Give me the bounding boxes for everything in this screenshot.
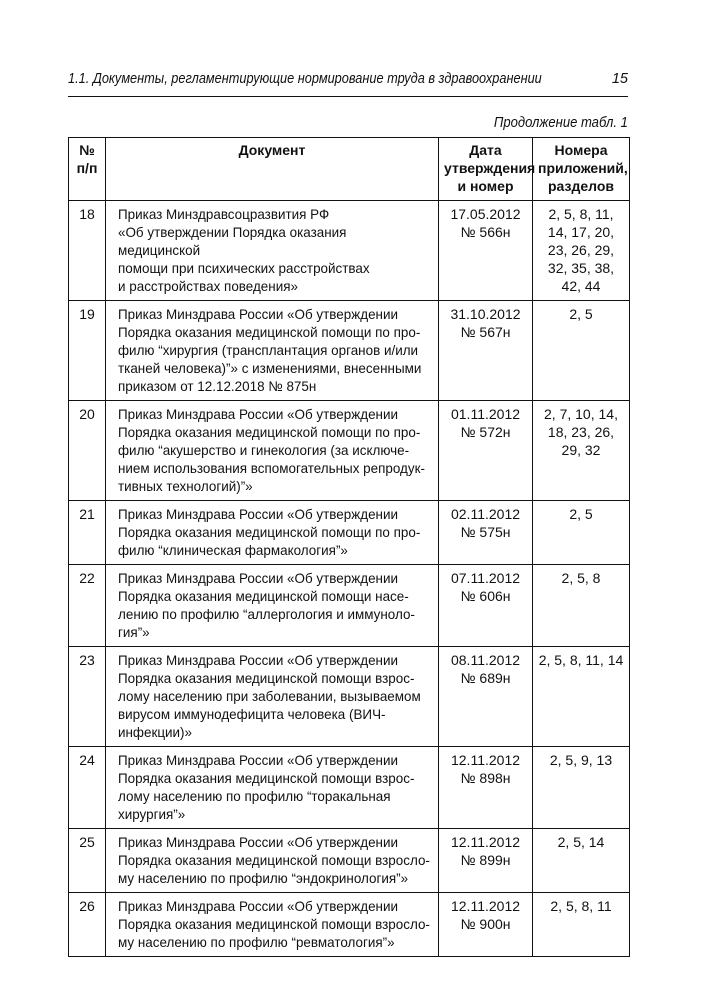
row-appendices: 2, 5 — [533, 501, 630, 565]
table-caption: Продолжение табл. 1 — [494, 115, 628, 131]
row-appendices: 2, 5, 9, 13 — [533, 747, 630, 829]
row-num: 23 — [69, 647, 106, 747]
row-date: 17.05.2012 № 566н — [439, 201, 533, 301]
row-num: 21 — [69, 501, 106, 565]
table-row — [69, 747, 630, 829]
row-appendices: 2, 7, 10, 14, 18, 23, 26, 29, 32 — [533, 401, 630, 501]
header-appendices: Номера приложений, разделов — [533, 138, 630, 201]
table-row — [69, 893, 630, 957]
row-num: 24 — [69, 747, 106, 829]
row-num: 20 — [69, 401, 106, 501]
table-row — [69, 647, 630, 747]
row-appendices: 2, 5, 14 — [533, 829, 630, 893]
header-rule — [68, 96, 628, 97]
row-date: 12.11.2012 № 898н — [439, 747, 533, 829]
row-date: 02.11.2012 № 575н — [439, 501, 533, 565]
table-row — [69, 401, 630, 501]
row-date: 31.10.2012 № 567н — [439, 301, 533, 401]
row-num: 18 — [69, 201, 106, 301]
row-appendices: 2, 5, 8 — [533, 565, 630, 647]
row-document: Приказ Минздрава России «Об утверждении Порядка оказания медицинской помощи взрос- лому населению при заболевании, вызываемом вирусом иммунодефицита человека (ВИЧ- инфекции)» — [106, 647, 439, 747]
header-document: Документ — [106, 138, 439, 201]
row-date: 08.11.2012 № 689н — [439, 647, 533, 747]
table-row — [69, 565, 630, 647]
table-header-row — [69, 138, 630, 201]
row-num: 26 — [69, 893, 106, 957]
row-num: 25 — [69, 829, 106, 893]
row-appendices: 2, 5, 8, 11, 14 — [533, 647, 630, 747]
row-document: Приказ Минздрава России «Об утверждении Порядка оказания медицинской помощи насе- лению по профилю “аллергология и иммуноло- гия”» — [106, 565, 439, 647]
row-appendices: 2, 5, 8, 11, 14, 17, 20, 23, 26, 29, 32, 35, 38, 42, 44 — [533, 201, 630, 301]
row-date: 12.11.2012 № 899н — [439, 829, 533, 893]
row-document: Приказ Минздравсоцразвития РФ «Об утверждении Порядка оказания медицинской помощи при психических расстройствах и расстройствах поведения» — [106, 201, 439, 301]
row-num: 22 — [69, 565, 106, 647]
row-appendices: 2, 5 — [533, 301, 630, 401]
table-row — [69, 501, 630, 565]
running-header — [68, 68, 628, 90]
row-document: Приказ Минздрава России «Об утверждении Порядка оказания медицинской помощи взросло- му населению по профилю “эндокринология”» — [106, 829, 439, 893]
section-title: 1.1. Документы, регламентирующие нормирование труда в здравоохранении — [68, 71, 542, 87]
row-date: 12.11.2012 № 900н — [439, 893, 533, 957]
row-document: Приказ Минздрава России «Об утверждении Порядка оказания медицинской помощи взросло- му населению по профилю “ревматология”» — [106, 893, 439, 957]
header-num: № п/п — [69, 138, 106, 201]
row-date: 01.11.2012 № 572н — [439, 401, 533, 501]
row-document: Приказ Минздрава России «Об утверждении Порядка оказания медицинской помощи по про- филю “хирургия (трансплантация органов и/или тканей человека)”» с изменениями, внесенными приказом от 12.12.2018 № 875н — [106, 301, 439, 401]
page-number: 15 — [611, 71, 628, 87]
row-document: Приказ Минздрава России «Об утверждении Порядка оказания медицинской помощи по про- филю “акушерство и гинекология (за исключе- нием использования вспомогательных репродук- тивных технологий)”» — [106, 401, 439, 501]
table-row — [69, 301, 630, 401]
row-num: 19 — [69, 301, 106, 401]
documents-table — [68, 137, 630, 957]
row-date: 07.11.2012 № 606н — [439, 565, 533, 647]
table-row — [69, 829, 630, 893]
row-document: Приказ Минздрава России «Об утверждении Порядка оказания медицинской помощи взрос- лому населению по профилю “торакальная хирургия”» — [106, 747, 439, 829]
header-date: Дата утверждения и номер — [439, 138, 533, 201]
table-row — [69, 201, 630, 301]
row-document: Приказ Минздрава России «Об утверждении Порядка оказания медицинской помощи по про- филю “клиническая фармакология”» — [106, 501, 439, 565]
row-appendices: 2, 5, 8, 11 — [533, 893, 630, 957]
